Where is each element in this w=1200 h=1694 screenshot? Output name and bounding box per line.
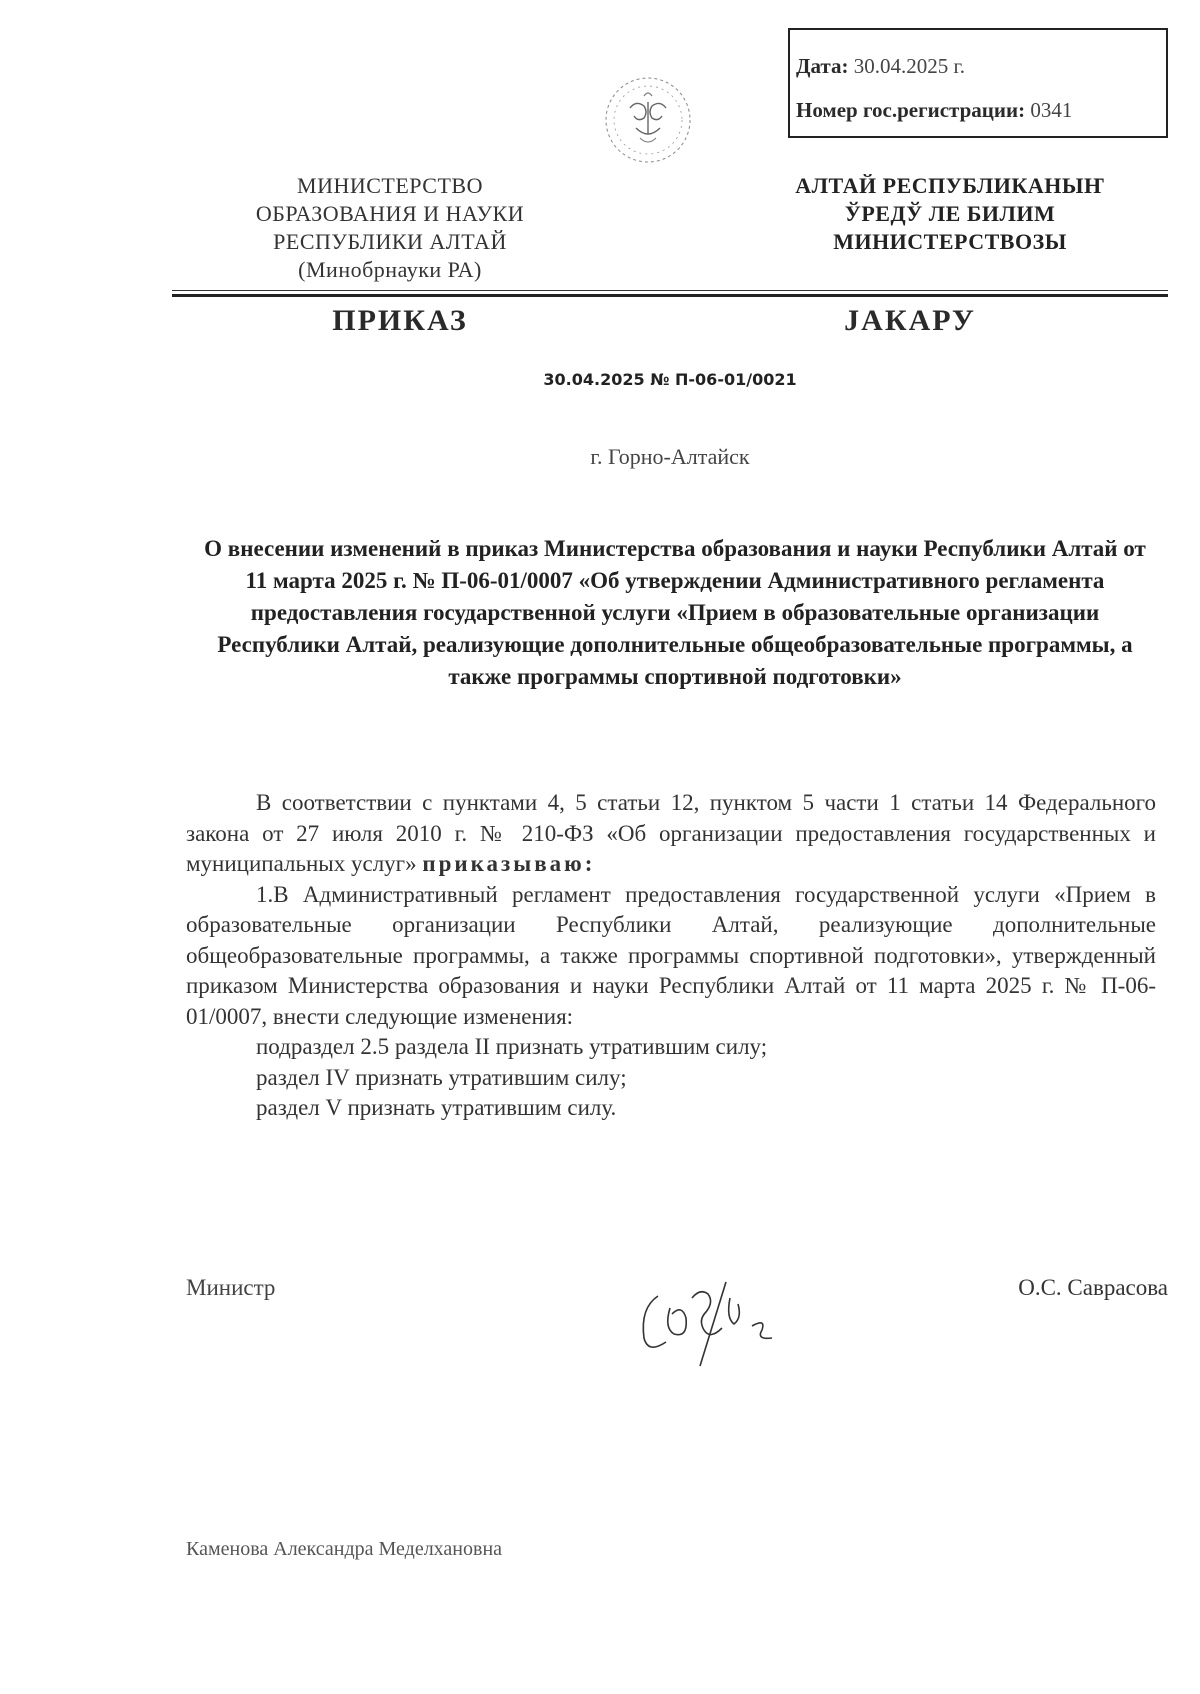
registration-box <box>788 28 1168 138</box>
document-subject: О внесении изменений в приказ Министерства образования и науки Республики Алтай от 11 марта 2025 г. № П-06-01/0007 «Об утверждении Административного регламента предоставления государственной услуги «Прием в образовательные организации Республики Алтай, реализующие дополнительные общеобразовательные программы, а также программы спортивной подготовки» <box>204 536 1146 689</box>
doc-type-altai: JАКАРУ <box>844 304 976 337</box>
change-item: раздел IV признать утратившим силу; <box>256 1064 627 1090</box>
signer-title: Министр <box>186 1275 276 1300</box>
registration-number-value: 0341 <box>1030 98 1073 122</box>
order-word: приказываю: <box>422 851 596 876</box>
ministry-name-line: МИНИСТЕРСТВОЗЫ <box>833 229 1067 254</box>
header-divider-thin <box>172 290 1168 291</box>
document-city: г. Горно-Алтайск <box>590 444 750 469</box>
doc-type-russian: ПРИКАЗ <box>332 304 468 337</box>
body-paragraph-basis <box>186 788 1156 880</box>
change-item: подраздел 2.5 раздела II признать утратившим силу; <box>256 1034 768 1059</box>
ministry-name-line: РЕСПУБЛИКИ АЛТАЙ <box>273 229 507 254</box>
body-paragraph-changes: 1.В Административный регламент предоставления государственной услуги «Прием в образовательные организации Республики Алтай, реализующие дополнительные общеобразовательные программы, а также программы спортивной подготовки», утвержденный приказом Министерства образования и науки Республики Алтай от 11 марта 2025 г. № П-06-01/0007, внести следующие изменения: <box>186 881 1156 1029</box>
handwritten-signature-icon <box>630 1268 800 1368</box>
registration-date <box>796 44 1166 88</box>
registration-date-label: Дата: <box>796 54 849 78</box>
ministry-name-line: МИНИСТЕРСТВО <box>297 173 483 198</box>
registration-date-value: 30.04.2025 г. <box>853 54 965 78</box>
ministry-name-altai <box>760 172 1140 256</box>
change-item: раздел V признать утратившим силу. <box>256 1095 617 1120</box>
ministry-name-line: АЛТАЙ РЕСПУБЛИКАНЫҤ <box>795 173 1105 198</box>
registration-number-label: Номер гос.регистрации: <box>796 98 1026 122</box>
basis-text: В соответствии с пунктами 4, 5 статьи 12, пунктом 5 части 1 статьи 14 Федерального закона от 27 июля 2010 г. № 210-ФЗ «Об организации предоставления государственных и муниципальных услуг» <box>186 790 1156 876</box>
signer-name: О.С. Саврасова <box>1018 1275 1168 1300</box>
ministry-name-russian <box>200 172 580 284</box>
header-divider-thick <box>172 294 1168 297</box>
coat-of-arms-icon <box>600 72 696 168</box>
ministry-name-line: ОБРАЗОВАНИЯ И НАУКИ <box>255 201 525 226</box>
document-number: 30.04.2025 № П-06-01/0021 <box>543 370 797 389</box>
ministry-short-name: (Минобрнауки РА) <box>298 257 482 282</box>
executor-name: Каменова Александра Меделхановна <box>186 1538 503 1560</box>
document-body <box>186 788 1156 1124</box>
ministry-name-line: ЎРЕДЎ ЛЕ БИЛИМ <box>844 201 1056 226</box>
registration-number <box>796 88 1166 132</box>
